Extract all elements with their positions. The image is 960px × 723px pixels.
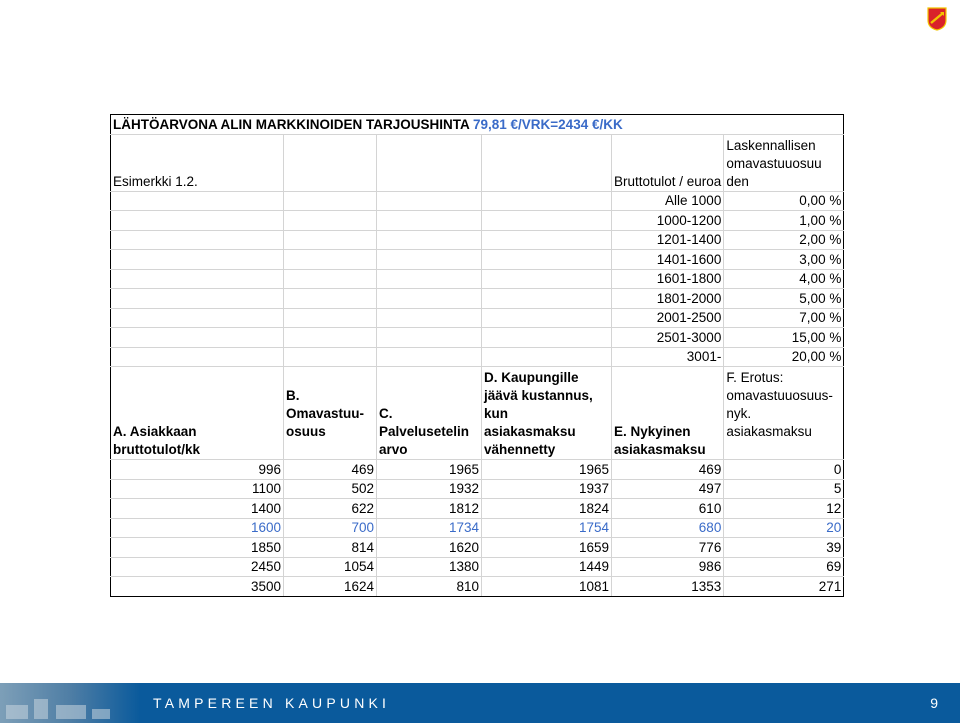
fee-header-line: den <box>726 173 749 189</box>
col-d-header <box>482 367 612 460</box>
cell-d: 1937 <box>482 479 612 499</box>
header-line: B. <box>286 388 300 403</box>
cell-e: 680 <box>612 518 724 538</box>
cell-c: 1812 <box>377 499 482 519</box>
cell-c: 1965 <box>377 460 482 480</box>
cell-b: 1054 <box>284 557 377 577</box>
bracket-range: 1201-1400 <box>612 230 724 250</box>
col-c-header <box>377 367 482 460</box>
bracket-pct: 15,00 % <box>724 328 844 348</box>
bracket-row <box>111 308 844 328</box>
col-b-header <box>284 367 377 460</box>
cell-b: 814 <box>284 538 377 558</box>
header-line: Omavastuu- <box>286 406 365 421</box>
bracket-pct: 7,00 % <box>724 308 844 328</box>
cell-e: 610 <box>612 499 724 519</box>
header-line: osuus <box>286 424 326 439</box>
cell-a: 1850 <box>111 538 284 558</box>
bracket-row <box>111 211 844 231</box>
bracket-range: 2001-2500 <box>612 308 724 328</box>
bracket-row <box>111 328 844 348</box>
bracket-pct: 20,00 % <box>724 347 844 367</box>
cell-f: 20 <box>724 518 844 538</box>
cell-f: 5 <box>724 479 844 499</box>
header-line: kun <box>484 406 509 421</box>
bracket-range: 1601-1800 <box>612 269 724 289</box>
header-line: nyk. <box>726 406 752 421</box>
header-line: Palvelusetelin <box>379 424 470 439</box>
col-e-header <box>612 367 724 460</box>
bracket-pct: 5,00 % <box>724 289 844 309</box>
cell-b: 502 <box>284 479 377 499</box>
cell-e: 1353 <box>612 577 724 597</box>
cell-e: 986 <box>612 557 724 577</box>
bracket-pct: 4,00 % <box>724 269 844 289</box>
bracket-range: Alle 1000 <box>612 191 724 211</box>
header-line: asiakasmaksu <box>614 442 706 457</box>
title-text: LÄHTÖARVONA ALIN MARKKINOIDEN TARJOUSHINTA <box>113 116 473 132</box>
bracket-range: 1801-2000 <box>612 289 724 309</box>
cell-f: 12 <box>724 499 844 519</box>
header-line: C. <box>379 406 393 421</box>
bracket-header-row <box>111 134 844 191</box>
cell-f: 271 <box>724 577 844 597</box>
table-row <box>111 499 844 519</box>
cell-b: 700 <box>284 518 377 538</box>
cell-f: 69 <box>724 557 844 577</box>
city-skyline-image <box>0 683 140 723</box>
cell-d: 1824 <box>482 499 612 519</box>
col-f-header <box>724 367 844 460</box>
cell-a: 1600 <box>111 518 284 538</box>
cell-c: 1932 <box>377 479 482 499</box>
organization-name: TAMPEREEN KAUPUNKI <box>153 695 391 711</box>
cell-e: 497 <box>612 479 724 499</box>
col-a-header <box>111 367 284 460</box>
bracket-range: 1401-1600 <box>612 250 724 270</box>
cell-d: 1449 <box>482 557 612 577</box>
example-label: Esimerkki 1.2. <box>111 134 284 191</box>
footer-bar <box>0 683 960 723</box>
cell-a: 2450 <box>111 557 284 577</box>
bracket-pct: 0,00 % <box>724 191 844 211</box>
cell-c: 1734 <box>377 518 482 538</box>
cell-b: 469 <box>284 460 377 480</box>
bracket-pct: 3,00 % <box>724 250 844 270</box>
cell-a: 1400 <box>111 499 284 519</box>
cell-b: 622 <box>284 499 377 519</box>
header-line: asiakasmaksu <box>726 424 812 439</box>
title-price: 79,81 €/VRK=2434 €/KK <box>473 116 623 132</box>
cell-c: 810 <box>377 577 482 597</box>
bracket-row <box>111 269 844 289</box>
page-number: 9 <box>930 695 938 711</box>
bracket-row <box>111 191 844 211</box>
tampere-crest-icon <box>927 7 947 31</box>
table-row <box>111 538 844 558</box>
bracket-row <box>111 347 844 367</box>
header-line: jäävä kustannus, <box>484 388 593 403</box>
income-header: Bruttotulot / euroa <box>612 134 724 191</box>
cell-a: 1100 <box>111 479 284 499</box>
table-row <box>111 479 844 499</box>
cell-c: 1620 <box>377 538 482 558</box>
bracket-range: 3001- <box>612 347 724 367</box>
cell-b: 1624 <box>284 577 377 597</box>
cell-e: 776 <box>612 538 724 558</box>
column-header-row <box>111 367 844 460</box>
bracket-pct: 1,00 % <box>724 211 844 231</box>
table-row <box>111 460 844 480</box>
cell-d: 1965 <box>482 460 612 480</box>
header-line: E. Nykyinen <box>614 424 691 439</box>
header-line: omavastuuosuus- <box>726 388 833 403</box>
header-line: arvo <box>379 442 408 457</box>
header-line: A. Asiakkaan <box>113 424 197 439</box>
title-row <box>111 115 844 135</box>
header-line: bruttotulot/kk <box>113 442 200 457</box>
cell-d: 1081 <box>482 577 612 597</box>
cell-d: 1754 <box>482 518 612 538</box>
cell-d: 1659 <box>482 538 612 558</box>
table-row <box>111 577 844 597</box>
bracket-range: 2501-3000 <box>612 328 724 348</box>
bracket-row <box>111 289 844 309</box>
fee-header-line: Laskennallisen <box>726 137 816 153</box>
cell-a: 996 <box>111 460 284 480</box>
table-row <box>111 518 844 538</box>
fee-header-line: omavastuuosuu <box>726 155 822 171</box>
header-line: asiakasmaksu <box>484 424 576 439</box>
bracket-row <box>111 230 844 250</box>
header-line: D. Kaupungille <box>484 370 579 385</box>
bracket-row <box>111 250 844 270</box>
cell-f: 0 <box>724 460 844 480</box>
fee-header <box>724 134 844 191</box>
cell-c: 1380 <box>377 557 482 577</box>
bracket-range: 1000-1200 <box>612 211 724 231</box>
data-rows <box>111 460 844 597</box>
cell-f: 39 <box>724 538 844 558</box>
cell-e: 469 <box>612 460 724 480</box>
fee-calculation-sheet <box>110 114 844 597</box>
header-line: F. Erotus: <box>726 370 784 385</box>
cell-a: 3500 <box>111 577 284 597</box>
header-line: vähennetty <box>484 442 556 457</box>
bracket-pct: 2,00 % <box>724 230 844 250</box>
table-row <box>111 557 844 577</box>
